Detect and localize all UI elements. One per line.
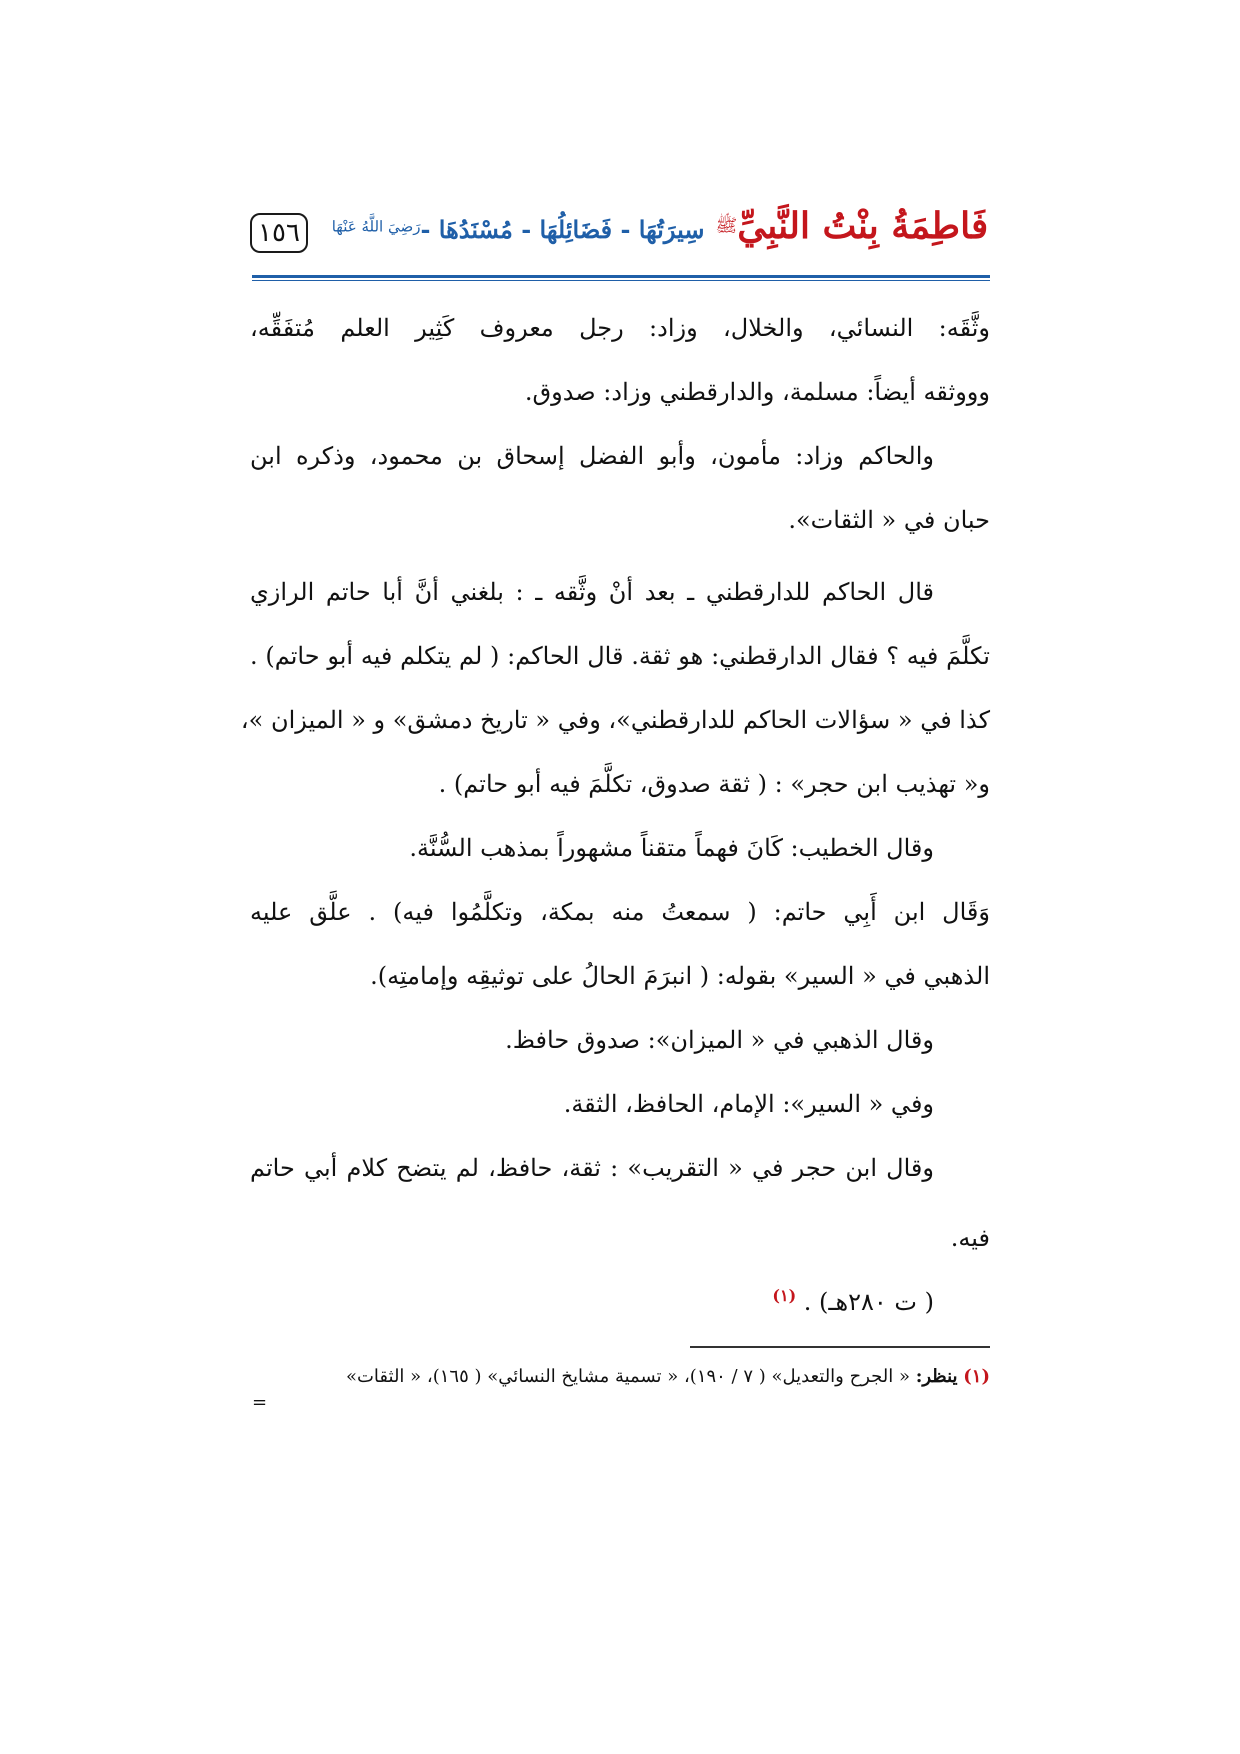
- text-line: كذا في « سؤالات الحاكم للدارقطني»، وفي « تاريخ دمشق» و « الميزان »،: [240, 706, 990, 734]
- footnote-rule: [690, 1346, 990, 1348]
- book-title-main: فَاطِمَةُ بِنْتُ النَّبِيِّ: [737, 205, 989, 247]
- text-line: وقال الخطيب: كَانَ فهماً متقناً مشهوراً بمذهب السُّنَّة.: [409, 834, 934, 862]
- paragraph-4: [250, 1206, 990, 1270]
- footnote-marker: (١): [963, 1366, 990, 1387]
- footnote: [250, 1362, 990, 1392]
- footnote-continuation: =: [252, 1392, 268, 1413]
- death-date-line: [250, 1264, 990, 1328]
- subtitle-honorific-glyph: رَضِيَ اللَّهُ عَنْهَا: [331, 217, 421, 236]
- page-number: ١٥٦: [250, 213, 308, 253]
- header-rule: [252, 275, 990, 278]
- death-date: ( ت ٢٨٠هـ) .: [803, 1288, 934, 1316]
- text-line: و« تهذيب ابن حجر» : ( ثقة صدوق، تكلَّمَ فيه أبو حاتم) .: [438, 770, 990, 798]
- text-line: وَقَال ابن أَبِي حاتم: ( سمعتُ منه بمكة، وتكلَّمُوا فيه) . علَّق عليه: [250, 898, 990, 926]
- page-header: [250, 205, 990, 277]
- text-line: تكلَّمَ فيه ؟ فقال الدارقطني: هو ثقة. قال الحاكم: ( لم يتكلم فيه أبو حاتم) .: [250, 642, 990, 670]
- text-line: قال الحاكم للدارقطني ـ بعد أنْ وثَّقه ـ : بلغني أنَّ أبا حاتم الرازي: [250, 578, 934, 606]
- paragraph-2: [250, 424, 990, 552]
- title-honorific-glyph: ﷺ: [715, 215, 738, 237]
- text-line: فيه.: [950, 1224, 990, 1252]
- text-line: الذهبي في « السير» بقوله: ( انبرَمَ الحالُ على توثيقِه وإمامتِه).: [370, 962, 990, 990]
- book-title: [330, 205, 990, 247]
- text-line: والحاكم وزاد: مأمون، وأبو الفضل إسحاق بن محمود، وذكره ابن: [250, 442, 934, 470]
- text-line: وثَّقَه: النسائي، والخلال، وزاد: رجل معروف كَثِير العلم مُتفَقِّه،: [250, 314, 990, 342]
- footnote-reference[interactable]: (١): [772, 1286, 797, 1305]
- header-rule-thin: [252, 280, 990, 281]
- text-line: وفي « السير»: الإمام، الحافظ، الثقة.: [563, 1090, 934, 1118]
- text-line: وووثقه أيضاً: مسلمة، والدارقطني وزاد: صدوق.: [524, 378, 990, 406]
- footnote-text: « الجرح والتعديل» ( ٧ / ١٩٠)، « تسمية مشايخ النسائي» ( ١٦٥)، « الثقات»: [345, 1366, 910, 1387]
- text-line: وقال ابن حجر في « التقريب» : ثقة، حافظ، لم يتضح كلام أبي حاتم: [250, 1154, 934, 1182]
- text-line: وقال الذهبي في « الميزان»: صدوق حافظ.: [505, 1026, 934, 1054]
- paragraph-5: [250, 1264, 990, 1328]
- book-subtitle: سِيرَتُهَا - فَضَائِلُهَا - مُسْنَدُهَا -: [420, 215, 705, 244]
- footnote-lead: ينظر:: [915, 1366, 958, 1387]
- paragraph-3: [240, 560, 990, 1200]
- text-line: حبان في « الثقات».: [788, 506, 990, 534]
- paragraph-1: [250, 296, 990, 424]
